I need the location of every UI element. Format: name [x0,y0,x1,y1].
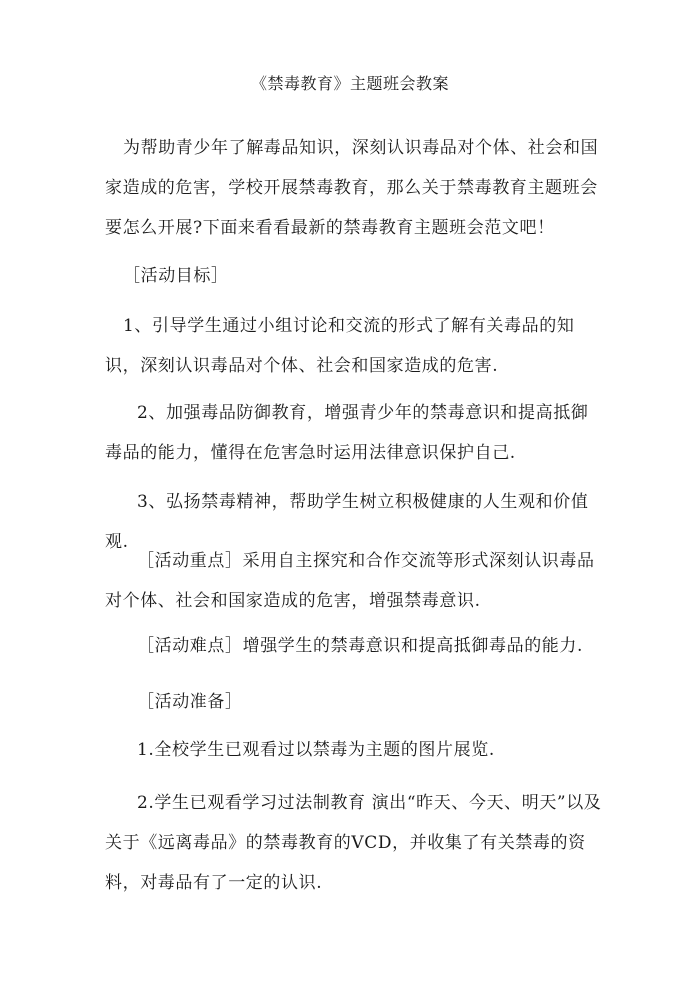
difficulty-paragraph: ［活动难点］增强学生的禁毒意识和提高抵御毒品的能力. [137,636,584,656]
goal-item-2: 2、加强毒品防御教育，增强青少年的禁毒意识和提高抵御毒品的能力，懂得在危害急时运用法律意识保护自己. [105,403,589,463]
prep-item-1: 1.全校学生已观看过以禁毒为主题的图片展览. [137,740,495,760]
prep-item-2: 2.学生已观看学习过法制教育 演出“昨天、今天、明天”以及关于《远离毒品》的禁毒教育的VCD，并收集了有关禁毒的资料，对毒品有了一定的认识. [105,793,602,893]
intro-paragraph: 为帮助青少年了解毒品知识，深刻认识毒品对个体、社会和国家造成的危害，学校开展禁毒教育，那么关于禁毒教育主题班会要怎么开展?下面来看看最新的禁毒教育主题班会范文吧！ [105,138,599,238]
page-title: 《禁毒教育》主题班会教案 [250,74,449,93]
goal-item-3: 3、弘扬禁毒精神，帮助学生树立积极健康的人生观和价值观. [105,492,589,552]
key-point-paragraph: ［活动重点］采用自主探究和合作交流等形式深刻认识毒品对个体、社会和国家造成的危害，增强禁毒意识. [105,551,595,611]
goals-heading: ［活动目标］ [123,266,229,286]
goal-item-1: 1、引导学生通过小组讨论和交流的形式了解有关毒品的知识，深刻认识毒品对个体、社会和国家造成的危害. [105,316,575,376]
prep-heading: ［活动准备］ [137,692,243,712]
